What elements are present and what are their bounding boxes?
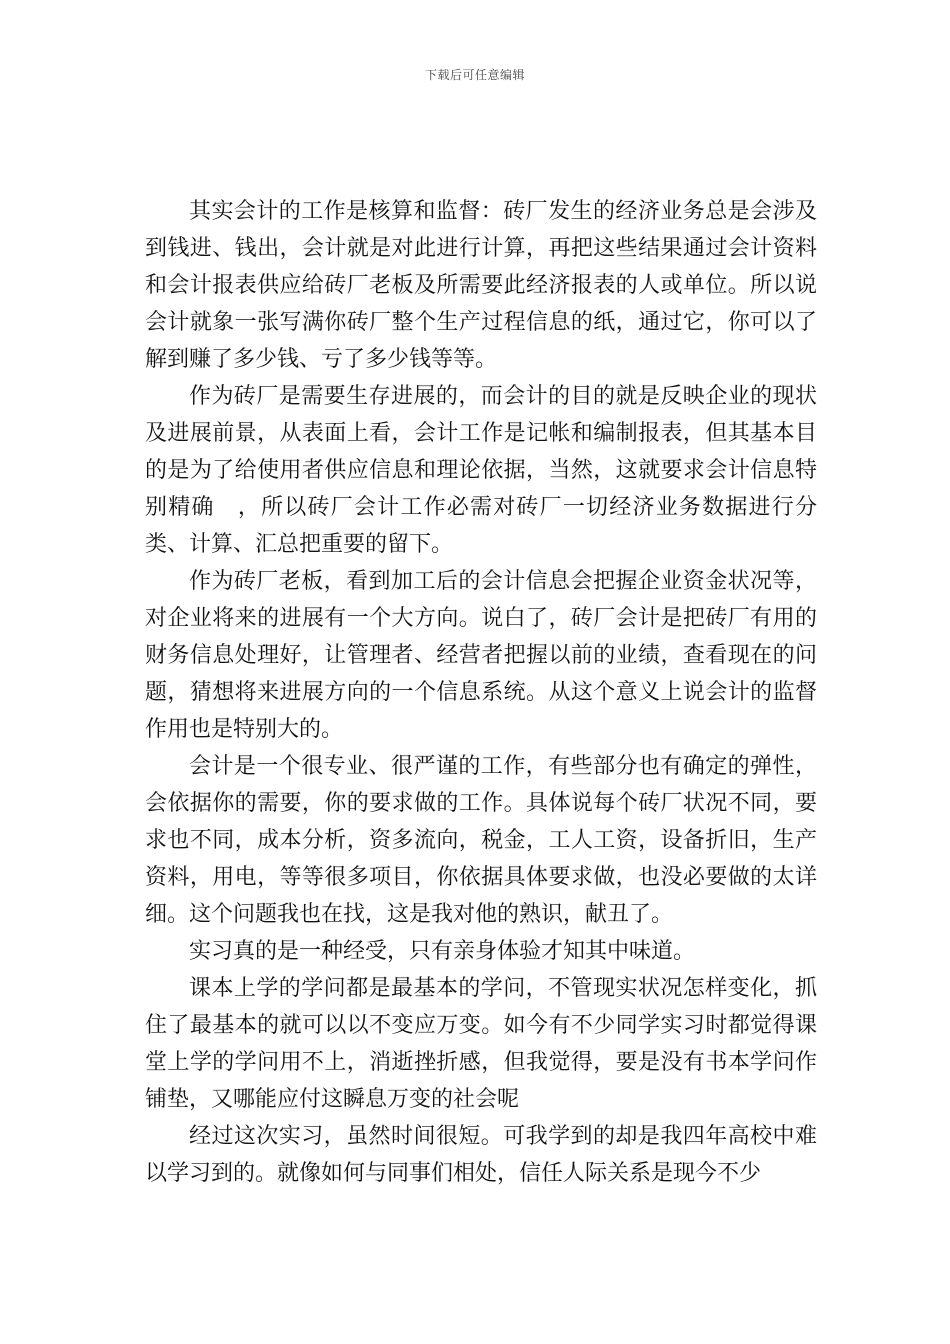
document-body bbox=[145, 193, 817, 1192]
paragraph-5: 实习真的是一种经受，只有亲身体验才知其中味道。 bbox=[189, 939, 696, 964]
paragraph-2: 作为砖厂是需要生存进展的，而会计的目的就是反映企业的现状及进展前景，从表面上看，会计工作是记帐和编制报表，但其基本目的是为了给使用者供应信息和理论依据，当然，这就要求会计信息特别精确 ，所以砖厂会计工作必需对砖厂一切经济业务数据进行分类、计算、汇总把重要的留下。 bbox=[145, 384, 817, 557]
paragraph-6: 课本上学的学问都是最基本的学问，不管现实状况怎样变化，抓住了最基本的就可以以不变应万变。如今有不少同学实习时都觉得课堂上学的学问用不上，消逝挫折感，但我觉得，要是没有书本学问作铺垫，又哪能应付这瞬息万变的社会呢 bbox=[145, 976, 817, 1112]
page-header: 下载后可任意编辑 bbox=[424, 68, 525, 82]
paragraph-4: 会计是一个很专业、很严谨的工作，有些部分也有确定的弹性，会依据你的需要，你的要求做的工作。具体说每个砖厂状况不同，要求也不同，成本分析，资多流向，税金，工人工资，设备折旧，生产资料，用电，等等很多项目，你依据具体要求做，也没必要做的太详细。这个问题我也在找，这是我对他的熟识，献丑了。 bbox=[145, 754, 817, 927]
paragraph-7: 经过这次实习，虽然时间很短。可我学到的却是我四年高校中难以学习到的。就像如何与同事们相处，信任人际关系是现今不少 bbox=[145, 1124, 817, 1186]
paragraph-1: 其实会计的工作是核算和监督：砖厂发生的经济业务总是会涉及到钱进、钱出，会计就是对此进行计算，再把这些结果通过会计资料和会计报表供应给砖厂老板及所需要此经济报表的人或单位。所以说会计就象一张写满你砖厂整个生产过程信息的纸，通过它，你可以了解到赚了多少钱、亏了多少钱等等。 bbox=[145, 199, 817, 372]
paragraph-3: 作为砖厂老板，看到加工后的会计信息会把握企业资金状况等，对企业将来的进展有一个大方向。说白了，砖厂会计是把砖厂有用的财务信息处理好，让管理者、经营者把握以前的业绩，查看现在的问题，猜想将来进展方向的一个信息系统。从这个意义上说会计的监督作用也是特别大的。 bbox=[145, 569, 817, 742]
